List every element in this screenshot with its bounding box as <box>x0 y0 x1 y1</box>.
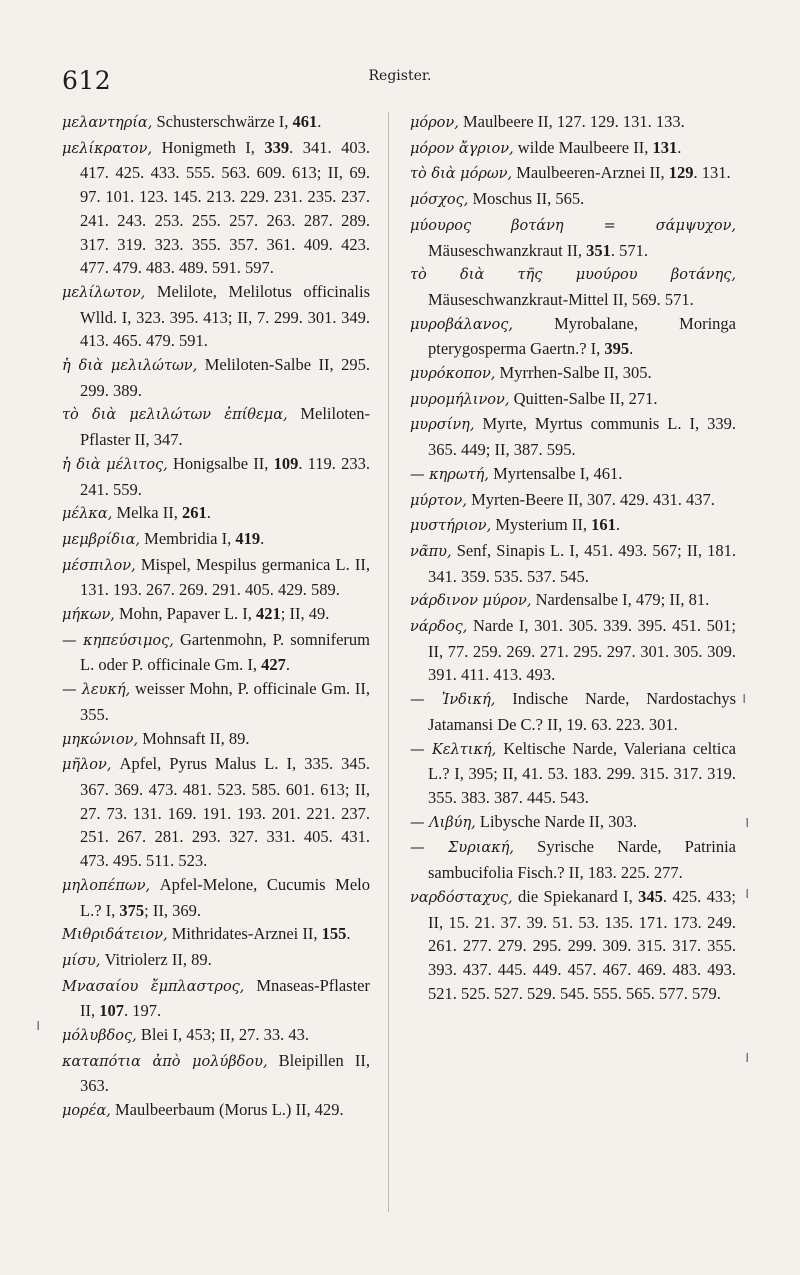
headword-greek: τὸ διὰ μελιλώτων ἐπίθεμα, <box>62 407 288 424</box>
entry-main-page: 131 <box>652 137 678 157</box>
headword-greek: μυρόκοπον, <box>410 366 496 383</box>
entry-text: Melka II, <box>112 503 182 523</box>
headword-greek: μεμβρίδια, <box>62 531 141 548</box>
entry-text: Mohn, Papaver L. I, <box>114 604 257 624</box>
index-entry <box>410 614 736 687</box>
index-entry <box>62 752 370 873</box>
headword-greek: καταπότια ἀπὸ μολύβδου, <box>62 1053 268 1070</box>
entry-main-page: 421 <box>256 604 281 624</box>
margin-mark: ı <box>745 883 750 902</box>
entry-text: Narde I, 301. 305. 339. 395. 451. 501; II, 77. 259. 269. 271. 295. 297. 301. 305. 309. 391. 411. 413. 493. <box>428 616 736 685</box>
entry-text: Moschus II, 565. <box>468 189 585 209</box>
entry-text: die Spiekanard I, <box>512 886 639 906</box>
index-entry <box>410 187 736 213</box>
entry-text-rest: . <box>346 924 351 944</box>
entry-text: Mnaseas-Pflaster II, <box>80 975 370 1021</box>
entry-text: Membridia I, <box>140 528 236 548</box>
index-entry <box>62 452 370 501</box>
entry-text-rest: . <box>629 339 634 359</box>
headword-greek: μίσυ, <box>62 952 101 969</box>
entry-text-rest: . <box>317 112 322 131</box>
entry-text: Maulbeeren-Arznei II, <box>512 163 669 183</box>
headword-greek: μηκώνιον, <box>62 731 139 748</box>
headword-greek: μέσπιλον, <box>62 557 136 574</box>
index-entry <box>62 1023 370 1049</box>
headword-greek: μόρον, <box>410 115 459 131</box>
entry-text: weisser Mohn, P. officinale Gm. II, 355. <box>80 679 371 724</box>
entry-text: Mysterium II, <box>491 515 592 535</box>
entry-main-page: 461 <box>292 112 318 131</box>
headword-greek: — κηρωτή, <box>410 466 489 483</box>
headword-greek: μόρον ἄγριον, <box>410 140 514 157</box>
entry-main-page: 427 <box>261 655 286 675</box>
headword-greek: μόσχος, <box>410 192 469 209</box>
headword-greek: μελίλωτον, <box>62 284 146 301</box>
headword-greek: — Συριακή, <box>410 840 514 857</box>
headword-greek: — κηπεύσιμος, <box>62 632 174 649</box>
index-entry <box>62 1098 370 1124</box>
index-entry <box>410 835 736 884</box>
headword-greek: — Κελτική, <box>410 741 497 758</box>
headword-greek: ἡ διὰ μέλιτος, <box>62 456 168 473</box>
headword-greek: ἡ διὰ μελιλώτων, <box>62 358 198 375</box>
entry-text: Myrte, Myrtus communis L. I, 339. 365. 449; II, 387. 595. <box>428 414 736 460</box>
entry-text: Apfel, Pyrus Malus L. I, 335. 345. 367. 369. 473. 481. 523. 585. 601. 613; II, 27. 73. 131. 169. 191. 193. 201. 221. 237. 251. 267. 281. 293. 327. 331. 405. 431. 473. 495. 511. 523. <box>80 754 370 871</box>
margin-mark: ı <box>745 1047 750 1066</box>
entry-main-page: 419 <box>235 528 261 548</box>
headword-greek: νάρδος, <box>410 619 468 636</box>
headword-greek: μυρσίνη, <box>410 417 475 434</box>
index-entry <box>410 262 736 311</box>
headword-greek: μύουρος βοτάνη = σάμψυχον, <box>410 217 736 234</box>
column-divider <box>388 112 389 1212</box>
index-entry <box>62 280 370 353</box>
headword-greek: μυστήριον, <box>410 518 492 535</box>
entry-text: Mäuseschwanzkraut-Mittel II, 569. 571. <box>428 289 694 309</box>
entry-text-rest: . 119. 233. 241. 559. <box>80 453 370 499</box>
margin-mark: ı <box>742 688 747 707</box>
entry-text-rest: . 341. 403. 417. 425. 433. 555. 563. 609. 613; II, 69. 97. 101. 123. 145. 213. 229. 231. 235. 237. 241. 243. 253. 255. 257. 263. 287. 289. 317. 319. 323. 355. 357. 361. 409. 423. 477. 479. 483. 489. 591. 597. <box>80 137 370 278</box>
headword-greek: μηλοπέπων, <box>62 877 151 894</box>
index-entry <box>410 588 736 614</box>
entry-main-page: 261 <box>181 503 207 523</box>
entry-text: Maulbeerbaum (Morus L.) II, 429. <box>110 1100 344 1120</box>
entry-text-rest: . 425. 433; II, 15. 21. 37. 39. 51. 53. 135. 171. 173. 249. 261. 277. 279. 295. 299. 309. 315. 317. 355. 393. 437. 445. 449. 457. 467. 469. 483. 493. 521. 525. 527. 529. 545. 555. 565. 577. 579. <box>428 886 736 1003</box>
entry-main-page: 345 <box>638 886 663 906</box>
entry-text-rest: . 197. <box>124 1001 162 1021</box>
index-entry <box>62 136 370 280</box>
index-entry <box>62 727 370 753</box>
index-entry <box>410 810 736 836</box>
index-entry <box>410 488 736 514</box>
headword-greek: μελίκρατον, <box>62 140 153 157</box>
headword-greek: μυροβάλανος, <box>410 316 513 333</box>
index-entry <box>410 513 736 539</box>
entry-text-rest: . 571. <box>610 240 648 260</box>
index-entry <box>62 110 370 136</box>
entry-text: Meliloten-Salbe II, 295. 299. 389. <box>80 355 370 400</box>
index-entry <box>410 110 736 136</box>
entry-text-rest: . <box>260 528 265 548</box>
running-header: Register. <box>368 68 432 84</box>
headword-greek: Μνασαίου ἔμπλαστρος, <box>62 978 245 995</box>
headword-greek: μυρομήλινον, <box>410 391 510 408</box>
index-entry <box>62 922 370 948</box>
index-entry <box>62 353 370 402</box>
entry-text: Nardensalbe I, 479; II, 81. <box>531 590 710 610</box>
entry-text-rest: . <box>615 515 620 535</box>
entry-text: Gartenmohn, P. somniferum L. oder P. officinale Gm. I, <box>80 629 370 675</box>
headword-greek: Μιθριδάτειον, <box>62 927 168 944</box>
entry-main-page: 161 <box>591 515 616 535</box>
index-entry <box>410 462 736 488</box>
entry-text-rest: ; II, 369. <box>144 900 201 920</box>
entry-text: Indische Narde, Nardostachys Jatamansi De C.? II, 19. 63. 223. 301. <box>428 689 737 734</box>
entry-text: wilde Maulbeere II, <box>513 137 653 157</box>
headword-greek: μέλκα, <box>62 506 113 523</box>
entry-text: Meliloten-Pflaster II, 347. <box>80 404 371 450</box>
entry-text: Mohnsaft II, 89. <box>138 728 250 748</box>
entry-text: Keltische Narde, Valeriana celtica L.? I, 395; II, 41. 53. 183. 299. 315. 317. 319. 355. 383. 387. 445. 543. <box>428 738 736 807</box>
entry-text-rest: . <box>206 503 211 523</box>
index-entry <box>62 1049 370 1098</box>
headword-greek: νάρδινον μύρον, <box>410 593 532 610</box>
index-entry <box>410 737 736 810</box>
headword-greek: μόλυβδος, <box>62 1028 137 1045</box>
margin-mark: ı <box>745 812 750 831</box>
index-entry <box>410 361 736 387</box>
entry-text: Libysche Narde II, 303. <box>475 811 638 831</box>
headword-greek: — Λιβύη, <box>410 814 476 831</box>
entry-text: Honigsalbe II, <box>167 453 274 473</box>
entry-main-page: 129 <box>668 163 694 183</box>
entry-text: Melilote, Melilotus officinalis Wlld. I, 323. 395. 413; II, 7. 299. 301. 349. 413. 465. 479. 591. <box>80 281 370 351</box>
index-entry <box>410 687 736 736</box>
index-entry <box>62 948 370 974</box>
index-entry <box>410 539 736 588</box>
index-entry <box>62 873 370 922</box>
entry-text: Myrtensalbe I, 461. <box>488 463 623 483</box>
entry-text: Apfel-Melone, Cucumis Melo L.? I, <box>80 874 370 920</box>
entry-main-page: 339 <box>264 137 290 157</box>
index-entry <box>62 501 370 527</box>
entry-text: Mithridates-Arznei II, <box>167 924 322 944</box>
headword-greek: μορέα, <box>62 1103 111 1120</box>
entry-text: Schusterschwärze I, <box>152 112 293 131</box>
entry-main-page: 375 <box>119 900 145 920</box>
left-column <box>62 110 370 1124</box>
index-entry <box>62 553 370 602</box>
index-entry <box>410 412 736 461</box>
entry-text: Syrische Narde, Patrinia sambucifolia Fisch.? II, 183. 225. 277. <box>428 837 736 883</box>
index-entry <box>62 628 370 677</box>
entry-text: Vitriolerz II, 89. <box>100 949 212 969</box>
entry-text: Myrten-Beere II, 307. 429. 431. 437. <box>466 489 715 509</box>
index-entry <box>62 402 370 451</box>
entry-main-page: 351 <box>586 240 611 260</box>
headword-greek: μήκων, <box>62 607 115 624</box>
entry-text: Mispel, Mespilus germanica L. II, 131. 193. 267. 269. 291. 405. 429. 589. <box>80 554 370 600</box>
entry-text: Blei I, 453; II, 27. 33. 43. <box>136 1025 310 1045</box>
page-number: 612 <box>62 66 112 95</box>
headword-greek: μύρτον, <box>410 492 467 509</box>
entry-text: Maulbeere II, 127. 129. 131. 133. <box>458 112 685 131</box>
entry-main-page: 109 <box>273 453 299 473</box>
entry-text-rest: . <box>677 137 682 157</box>
index-entry <box>410 885 736 1006</box>
entry-main-page: 155 <box>321 924 347 944</box>
headword-greek: νᾶπυ, <box>410 543 452 560</box>
headword-greek: ναρδόσταχυς, <box>410 889 513 906</box>
headword-greek: τὸ διὰ τῆς μυούρου βοτάνης, <box>410 267 736 284</box>
index-entry <box>62 677 370 726</box>
entry-main-page: 395 <box>604 339 630 359</box>
entry-text: Honigmeth I, <box>152 137 265 157</box>
entry-text: Bleipillen II, 363. <box>80 1050 370 1096</box>
entry-text: Myrrhen-Salbe II, 305. <box>495 363 652 383</box>
margin-mark: ı <box>36 1015 41 1034</box>
entry-text-rest: . <box>285 655 291 675</box>
headword-greek: — Ἰνδική, <box>410 692 496 709</box>
index-entry <box>62 602 370 628</box>
index-entry <box>410 312 736 361</box>
entry-text: Mäuseschwanzkraut II, <box>428 240 587 260</box>
entry-main-page: 107 <box>99 1001 124 1021</box>
index-entry <box>410 136 736 162</box>
index-entry <box>410 213 736 262</box>
index-entry <box>410 161 736 187</box>
headword-greek: τὸ διὰ μόρων, <box>410 166 513 183</box>
index-entry <box>62 974 370 1023</box>
entry-text: Myrobalane, Moringa pterygosperma Gaertn.? I, <box>428 313 736 359</box>
right-column <box>410 110 736 1005</box>
index-entry <box>410 387 736 413</box>
headword-greek: — λευκή, <box>62 682 131 699</box>
headword-greek: μῆλον, <box>62 757 112 774</box>
entry-text: Senf, Sinapis L. I, 451. 493. 567; II, 181. 341. 359. 535. 537. 545. <box>428 540 736 586</box>
index-entry <box>62 527 370 553</box>
headword-greek: μελαντηρία, <box>62 115 153 131</box>
entry-text: Quitten-Salbe II, 271. <box>509 388 658 408</box>
entry-text-rest: ; II, 49. <box>280 604 330 624</box>
entry-text-rest: . 131. <box>693 163 731 183</box>
